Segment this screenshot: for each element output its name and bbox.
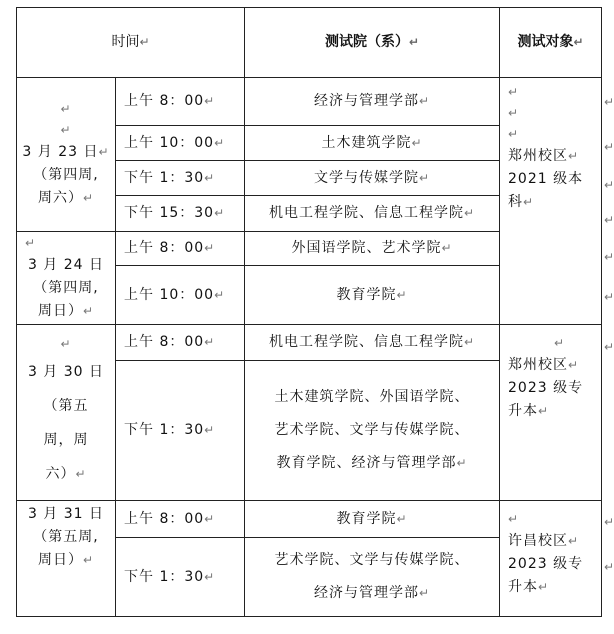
paragraph-mark-icon: ↵ — [603, 95, 614, 109]
date-cell-mar24: ↵ 3 月 24 日 （第四周, 周日）↵ — [17, 232, 116, 325]
time-cell: 下午 1：30↵ — [116, 161, 245, 196]
table-row — [17, 78, 602, 126]
target-cell-zhengzhou-2023: ↵ 郑州校区↵ 2023 级专 升本↵ — [500, 325, 602, 501]
college-cell: 土木建筑学院、外国语学院、 艺术学院、文学与传媒学院、 教育学院、经济与管理学部↵ — [245, 361, 500, 501]
paragraph-mark-icon: ↵ — [603, 560, 614, 574]
date-cell-mar30: ↵ 3 月 30 日 （第五 周，周 六）↵ — [17, 325, 116, 501]
college-cell: 土木建筑学院↵ — [245, 126, 500, 161]
table-row — [17, 325, 602, 361]
college-cell: 文学与传媒学院↵ — [245, 161, 500, 196]
paragraph-mark-icon: ↵ — [603, 140, 614, 154]
time-cell: 上午 8：00↵ — [116, 325, 245, 361]
paragraph-mark-icon: ↵ — [603, 290, 614, 304]
time-cell: 上午 10：00↵ — [116, 266, 245, 325]
college-cell: 外国语学院、艺术学院↵ — [245, 232, 500, 266]
header-college: 测试院（系）↵ — [245, 8, 500, 78]
college-cell: 教育学院↵ — [245, 266, 500, 325]
target-cell-xuchang-2023: ↵ 许昌校区↵ 2023 级专 升本↵ — [500, 501, 602, 617]
paragraph-mark-icon: ↵ — [603, 178, 614, 192]
time-cell: 上午 8：00↵ — [116, 232, 245, 266]
time-cell: 上午 8：00↵ — [116, 78, 245, 126]
time-cell: 上午 10：00↵ — [116, 126, 245, 161]
exam-schedule-table — [16, 7, 602, 617]
header-target: 测试对象↵ — [500, 8, 602, 78]
target-cell-zhengzhou-2021: ↵ ↵ ↵ 郑州校区↵ 2021 级本 科↵ — [500, 78, 602, 325]
college-cell: 教育学院↵ — [245, 501, 500, 538]
college-cell: 经济与管理学部↵ — [245, 78, 500, 126]
paragraph-mark-icon: ↵ — [603, 213, 614, 227]
table-row — [17, 501, 602, 538]
time-cell: 下午 1：30↵ — [116, 538, 245, 617]
time-cell: 上午 8：00↵ — [116, 501, 245, 538]
paragraph-mark-icon: ↵ — [603, 515, 614, 529]
college-cell: 机电工程学院、信息工程学院↵ — [245, 325, 500, 361]
paragraph-mark-icon: ↵ — [603, 340, 614, 354]
paragraph-mark-icon: ↵ — [603, 250, 614, 264]
college-cell: 机电工程学院、信息工程学院↵ — [245, 196, 500, 232]
date-cell-mar31: 3 月 31 日 （第五周, 周日）↵ — [17, 501, 116, 617]
header-time: 时间↵ — [17, 8, 245, 78]
date-cell-mar23: ↵ ↵ 3 月 23 日↵ （第四周, 周六）↵ — [17, 78, 116, 232]
college-cell: 艺术学院、文学与传媒学院、 经济与管理学部↵ — [245, 538, 500, 617]
time-cell: 下午 15：30↵ — [116, 196, 245, 232]
header-row — [17, 8, 602, 78]
time-cell: 下午 1：30↵ — [116, 361, 245, 501]
